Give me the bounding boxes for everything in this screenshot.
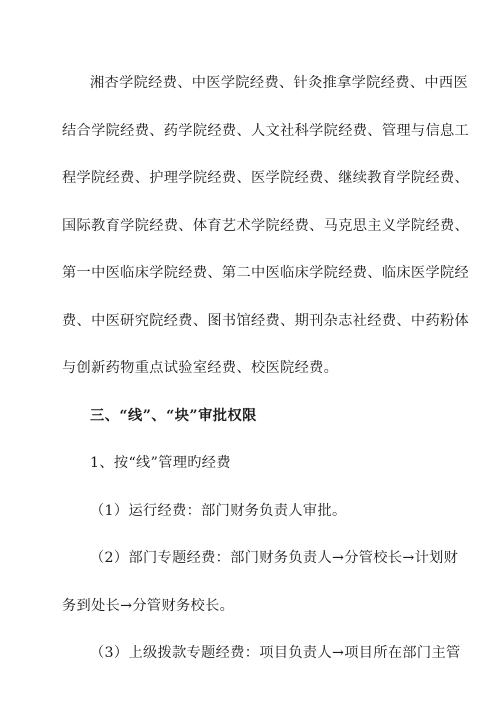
list-item: （1）运行经费：部门财务负责人审批。 bbox=[90, 503, 347, 519]
subsection-heading: 1、按“线”管理旳经费 bbox=[90, 455, 231, 471]
paragraph-line: 湘杏学院经费、中医学院经费、针灸推拿学院经费、中西医 bbox=[90, 75, 468, 91]
list-item: （2）部门专题经费：部门财务负责人→分管校长→计划财 bbox=[90, 550, 459, 566]
paragraph-line: 务到处长→分管财务校长。 bbox=[62, 598, 235, 614]
paragraph-line: 程学院经费、护理学院经费、医学院经费、继续教育学院经费、 bbox=[62, 170, 470, 186]
paragraph-line: 费、中医研究院经费、图书馆经费、期刊杂志社经费、中药粉体 bbox=[62, 313, 470, 329]
paragraph-line: 与创新药物重点试验室经费、校医院经费。 bbox=[62, 360, 339, 376]
paragraph-line: 国际教育学院经费、体育艺术学院经费、马克思主义学院经费、 bbox=[62, 218, 470, 234]
paragraph-line: 第一中医临床学院经费、第二中医临床学院经费、临床医学院经 bbox=[62, 265, 470, 281]
section-heading: 三、“线”、“块”审批权限 bbox=[90, 408, 257, 424]
paragraph-line: 结合学院经费、药学院经费、人文社科学院经费、管理与信息工 bbox=[62, 123, 470, 139]
list-item: （3）上级拨款专题经费：项目负责人→项目所在部门主管 bbox=[90, 645, 461, 661]
